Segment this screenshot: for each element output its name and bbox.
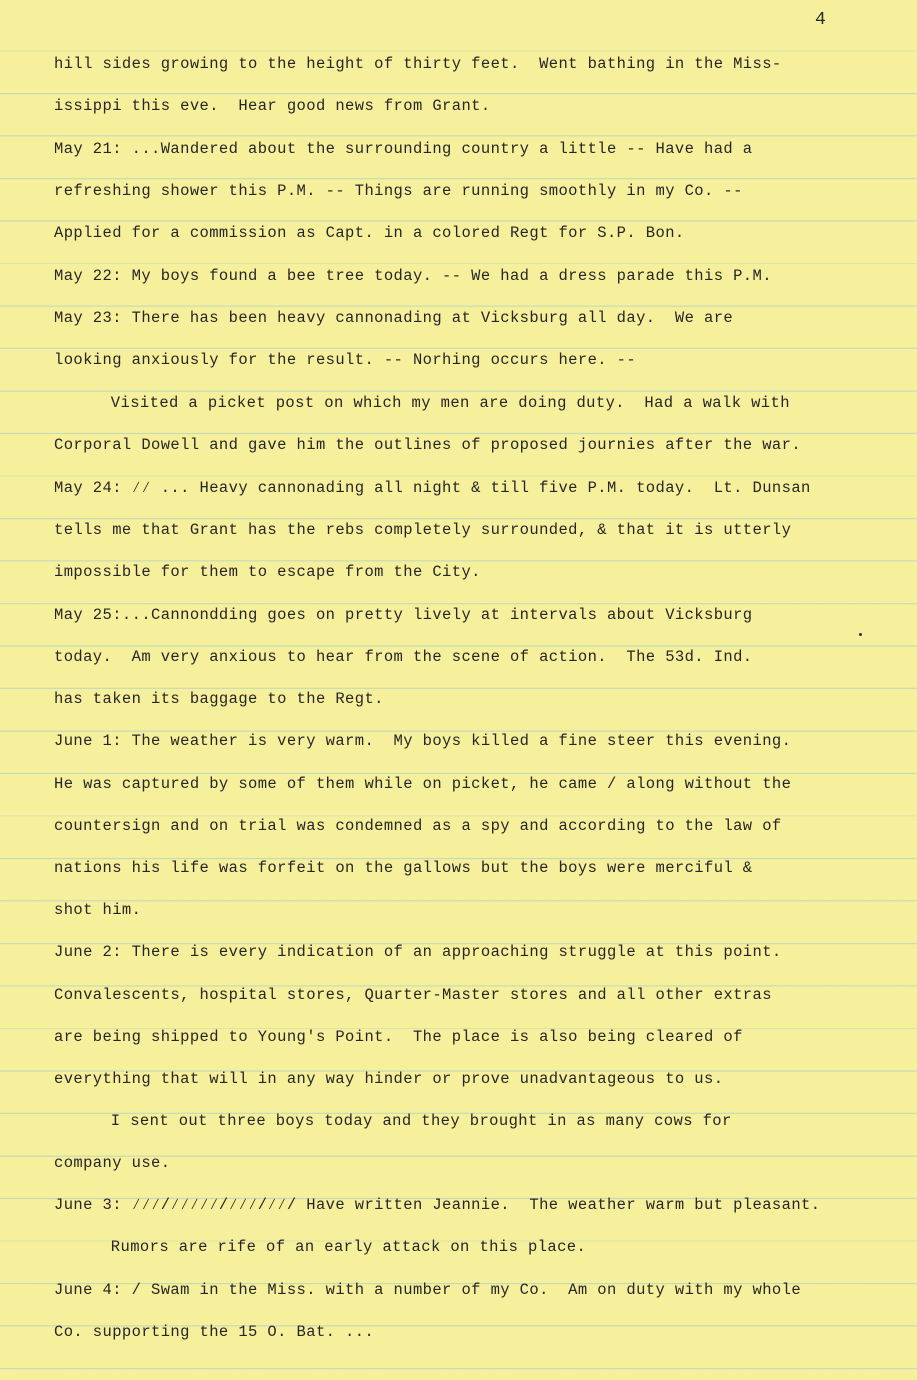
text-line: May 24: ∕∕ ... Heavy cannonading all night & till five P.M. today. Lt. Dunsan [54, 479, 811, 497]
ink-speck [859, 633, 862, 636]
text-line: company use. [54, 1154, 171, 1172]
text-line: June 4: / Swam in the Miss. with a number of my Co. Am on duty with my whole [54, 1281, 802, 1299]
text-line: countersign and on trial was condemned as a spy and according to the law of [54, 817, 782, 835]
text-line: May 23: There has been heavy cannonading at Vicksburg all day. We are [54, 309, 734, 327]
text-line: May 21: ...Wandered about the surrounding country a little -- Have had a [54, 140, 753, 158]
text-line: impossible for them to escape from the City. [54, 563, 481, 581]
text-line: June 1: The weather is very warm. My boys killed a fine steer this evening. [54, 732, 792, 750]
text-line: He was captured by some of them while on picket, he came / along without the [54, 775, 792, 793]
text-line: Rumors are rife of an early attack on this place. [72, 1238, 587, 1256]
text-line: I sent out three boys today and they brought in as many cows for [72, 1112, 732, 1130]
text-line: tells me that Grant has the rebs completely surrounded, & that it is utterly [54, 521, 792, 539]
text-line: Visited a picket post on which my men are doing duty. Had a walk with [72, 394, 790, 412]
text-line: June 2: There is every indication of an approaching struggle at this point. [54, 943, 782, 961]
text-line: today. Am very anxious to hear from the scene of action. The 53d. Ind. [54, 648, 753, 666]
text-line: are being shipped to Young's Point. The place is also being cleared of [54, 1028, 743, 1046]
text-line: refreshing shower this P.M. -- Things are running smoothly in my Co. -- [54, 182, 743, 200]
text-line: May 22: My boys found a bee tree today. -- We had a dress parade this P.M. [54, 267, 772, 285]
text-line: hill sides growing to the height of thirty feet. Went bathing in the Miss- [54, 55, 782, 73]
page-number: 4 [815, 10, 826, 30]
text-line: shot him. [54, 901, 142, 919]
text-line: everything that will in any way hinder or prove unadvantageous to us. [54, 1070, 724, 1088]
text-line: has taken its baggage to the Regt. [54, 690, 384, 708]
text-line: May 25:...Cannondding goes on pretty lively at intervals about Vicksburg [54, 606, 753, 624]
text-line: Applied for a commission as Capt. in a colored Regt for S.P. Bon. [54, 224, 685, 242]
text-line: Convalescents, hospital stores, Quarter-Master stores and all other extras [54, 986, 772, 1004]
text-line: nations his life was forfeit on the gallows but the boys were merciful & [54, 859, 753, 877]
text-line: Corporal Dowell and gave him the outlines of proposed journies after the war. [54, 436, 802, 454]
text-line: Co. supporting the 15 O. Bat. ... [54, 1323, 375, 1341]
text-line: June 3: ∕∕∕/∕∕∕∕∕/∕∕∕/∕∕/ Have written Jeannie. The weather warm but pleasant. [54, 1196, 821, 1214]
text-line: issippi this eve. Hear good news from Grant. [54, 97, 491, 115]
text-line: looking anxiously for the result. -- Norhing occurs here. -- [54, 351, 637, 369]
